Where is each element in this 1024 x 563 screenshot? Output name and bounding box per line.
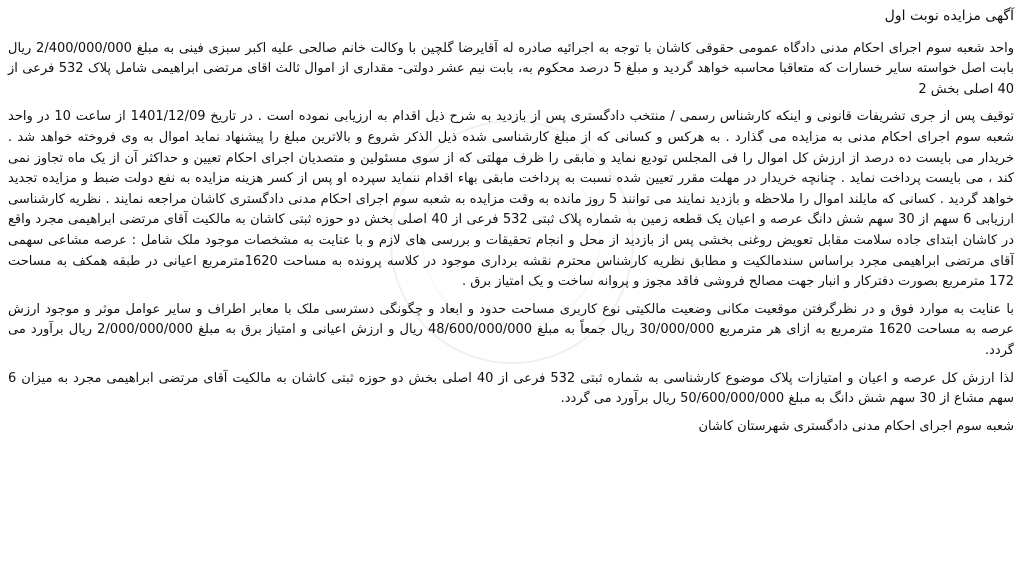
notice-paragraph-3: با عنایت به موارد فوق و در نظرگرفتن موقعیت مکانی وضعیت مالکیتی نوع کاربری مساحت حدود و ابعاد و چگونگی دسترسی ملک با معابر اطراف و سایر عوامل موثر و موجود ارزش عرصه به مساحت 1620 مترمربع به ازای هر مترمربع 30/000/000 ریال جمعاً به مبلغ 48/600/000/000 ریال و ارزش اعیانی و امتیاز برق به مبلغ 2/000/000/000 ریال برآورد می گردد. bbox=[8, 301, 1014, 358]
notice-paragraph-4: لذا ارزش کل عرصه و اعیان و امتیازات پلاک موضوع کارشناسی به شماره ثبتی 532 فرعی از 40 اصلی بخش دو حوزه ثبتی کاشان به مالکیت آقای مرتضی ابراهیمی مجرد به میزان 6 سهم مشاع از 30 سهم شش دانگ به مبلغ 50/600/000/000 ریال برآورد می گردد. bbox=[8, 370, 1014, 407]
auction-notice bbox=[8, 6, 1014, 556]
notice-title: آگهی مزایده نوبت اول bbox=[884, 8, 1014, 24]
notice-signature: شعبه سوم اجرای احکام مدنی دادگستری شهرستان کاشان bbox=[698, 418, 1014, 434]
notice-paragraph-2: توقیف پس از جری تشریفات قانونی و اینکه کارشناس رسمی / منتخب دادگستری پس از بازدید به شرح ذیل اقدام به ارزیابی نموده است . در تاریخ 1401/12/09 از ساعت 10 در واحد شعبه سوم اجرای احکام مدنی به مزایده می گذارد . به هرکس و کسانی که از مبلغ کارشناسی شده ذیل الذکر شروع و بالاترین مبلغ را پیشنهاد نماید اموال به وی فروخته خواهد شد . خریدار می بایست ده درصد از ارزش کل اموال را فی المجلس تودیع نماید و مابقی را ظرف مهلتی که از سوی مسئولین و متصدیان اجرای احکام تعیین و حداکثر آن از یک ماه تجاوز نمی کند ، می بایست پرداخت نماید . چنانچه خریدار در مهلت مقرر تعیین شده نسبت به پرداخت مابقی بهاء اقدام ننماید سپرده او پس از کسر هزینه مزایده به نفع دولت ضبط و مزایده تجدید خواهد گردید . کسانی که مایلند اموال را ملاحظه و بازدید نمایند می توانند 5 روز مانده به وقت مزایده به شعبه سوم اجرای احکام مدنی دادگستری کاشان مراجعه نمایند . نظریه کارشناسی ارزیابی 6 سهم از 30 سهم شش دانگ عرصه و اعیان یک قطعه زمین به شماره پلاک ثبتی 532 فرعی از 40 اصلی بخش دو حوزه ثبتی کاشان به مالکیت آقای مرتضی ابراهیمی مجرد واقع در کاشان ابتدای جاده سلامت مقابل تعویض روغنی بخشی پس از بازدید از محل و انجام تحقیقات و بررسی های لازم و با عنایت به مشخصات موجود ملک شامل : عرصه مشاعی سهمی آقای مرتضی ابراهیمی مجرد براساس سندمالکیت و مطابق نظریه کارشناس محترم نقشه برداری موجود در کلاسه پرونده به مساحت 1620مترمربع اعیانی در طبقه همکف به مساحت 172 مترمربع بصورت دفترکار و انبار جهت مصالح فروشی فاقد مجوز و پروانه ساخت و یک امتیاز برق . bbox=[8, 109, 1014, 290]
notice-paragraph-1: واحد شعبه سوم اجرای احکام مدنی دادگاه عمومی حقوقی کاشان با توجه به اجرائیه صادره له آقایرضا گلچین با وکالت خانم صالحی علیه اکبر سبزی فینی به مبلغ 2/400/000/000 ریال بابت اصل خواسته سایر خسارات که متعاقبا محاسبه خواهد گردید و مبلغ 5 درصد محکوم به، بابت نیم عشر دولتی- مقداری از اموال ثالث اقای مرتضی ابراهیمی شامل پلاک 532 فرعی از 40 اصلی بخش 2 bbox=[8, 40, 1014, 97]
